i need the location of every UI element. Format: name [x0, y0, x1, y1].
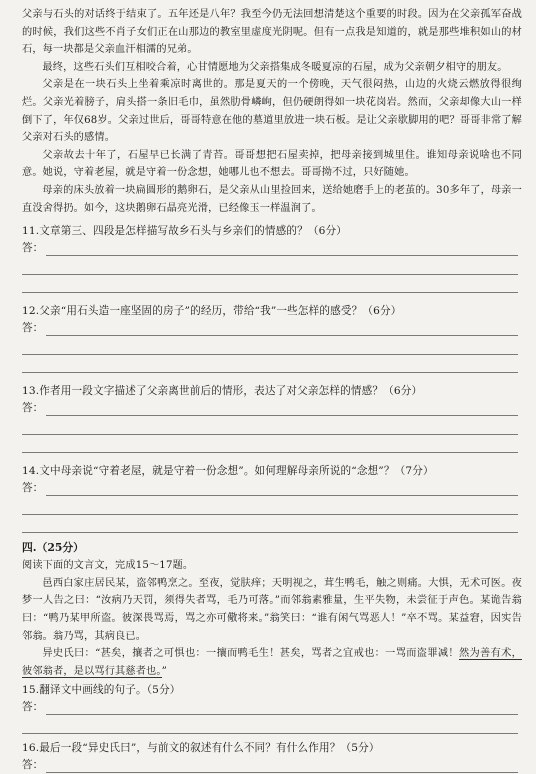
answer-label: 答： — [22, 242, 44, 255]
answer-line[interactable] — [22, 337, 518, 355]
question-16: 16.最后一段“异史氏曰”，与前文的叙述有什么不同？有什么作用？（5分） — [22, 742, 380, 755]
closing-quote: ” — [161, 665, 167, 677]
answer-line[interactable] — [22, 515, 518, 533]
answer-area-15[interactable] — [22, 699, 522, 716]
answer-line — [46, 255, 518, 256]
answer-line — [46, 335, 518, 336]
answer-area-16[interactable] — [22, 757, 522, 774]
question-14: 14.文中母亲说“守着老屋，就是守着一份念想”。如何理解母亲所说的“念想”？（7分） — [22, 465, 434, 478]
answer-label: 答： — [22, 322, 44, 335]
question-15: 15.翻译文中画线的句子。（5分） — [22, 684, 181, 697]
answer-line[interactable] — [22, 497, 518, 515]
answer-label: 答： — [22, 701, 44, 714]
answer-line — [46, 714, 518, 715]
passage-paragraph-2: 最终，这些石头们互相咬合着，心甘情愿地为父亲搭集成冬暖夏凉的石屋，成为父亲朝夕相守的朋友。 — [42, 61, 508, 73]
commentary-text: 异史氏曰：“甚矣，攘者之可惧也：一攘而鸭毛生！甚矣，骂者之宜戒也：一骂而盗罪减！ — [42, 648, 459, 660]
classical-text: 邑西白家庄居民某，盗邻鸭烹之。至夜，觉肤痒；天明视之，茸生鸭毛，触之则痛。大惧，无术可医。夜梦一人告之曰：“汝病乃天罚，须得失者骂，毛乃可落。”而邻翁素雅量，生平失物，未尝征于声色。某诡告翁曰：“鸭乃某甲所盗。彼深畏骂焉，骂之亦可儆将来。”翁笑曰：“谁有闲气骂恶人！”卒不骂。某益窘，因实告邻翁。翁乃骂，其病良已。 — [22, 577, 522, 642]
section-4-instruction: 阅读下面的文言文，完成15～17题。 — [22, 560, 194, 572]
answer-line[interactable] — [22, 257, 518, 275]
answer-line[interactable] — [22, 355, 518, 373]
passage-paragraph-1: 父亲与石头的对话终于结束了。五年还是八年？我至今仍无法回想清楚这个重要的时段。因为在父亲孤军奋战的时候，我们这些不肖子女们正在山那边的教室里虚度光阴呢。但有一点我是知道的，就是那些堆积如山的材石，每一块都是父亲血汗相濡的兄弟。 — [22, 9, 522, 56]
answer-line[interactable] — [22, 417, 518, 435]
answer-label: 答： — [22, 402, 44, 415]
answer-line[interactable] — [22, 435, 518, 453]
underlined-sentence: 然为善有术，彼邻翁者，是以骂行其慈者也。 — [22, 648, 522, 677]
answer-line[interactable] — [22, 716, 518, 734]
answer-line — [46, 772, 518, 773]
answer-area-12[interactable] — [22, 320, 522, 337]
answer-label: 答： — [22, 759, 44, 772]
passage-paragraph-5: 母亲的床头放着一块扁圆形的鹅卵石，是父亲从山里捡回来，送给她磨手上的老茧的。30多年了，母亲一直没舍得扔。如今，这块鹅卵石晶亮光滑，已经像玉一样温润了。 — [22, 184, 522, 214]
answer-line — [46, 415, 518, 416]
passage-paragraph-4: 父亲故去十年了，石屋早已长满了青苔。哥哥想把石屋卖掉，把母亲接到城里住。谁知母亲说啥也不同意。她说，守着老屋，就是守着一份念想，她哪儿也不想去。哥哥拗不过，只好随她。 — [22, 149, 522, 179]
question-13: 13.作者用一段文字描述了父亲离世前后的情形，表达了对父亲怎样的情感？（6分） — [22, 385, 423, 398]
answer-label: 答： — [22, 482, 44, 495]
answer-line[interactable] — [22, 275, 518, 293]
answer-area-14[interactable] — [22, 480, 522, 497]
answer-line — [46, 495, 518, 496]
question-11: 11.文章第三、四段是怎样描写故乡石头与乡亲们的情感的？（6分） — [22, 225, 348, 238]
passage-paragraph-3: 父亲是在一块石头上坐着乘凉时离世的。那是夏天的一个傍晚，天气很闷热，山边的火烧云燃放得很绚烂。父亲光着膀子，肩头搭一条旧毛巾，虽然肋骨嶙峋，但仍硬朗得如一块花岗岩。然而，父亲却像大山一样倒下了，年仅68岁。父亲过世后，哥哥特意在他的墓道里放进一块石板。是让父亲歇脚用的吧？哥哥非常了解父亲对石头的感情。 — [22, 79, 522, 144]
answer-area-13[interactable] — [22, 400, 522, 417]
answer-area-11[interactable] — [22, 240, 522, 257]
question-12: 12.父亲“用石头造一座坚固的房子”的经历，带给“我”一些怎样的感受？（6分） — [22, 305, 402, 318]
section-4-heading: 四.（25分） — [22, 541, 84, 555]
classical-commentary — [22, 645, 522, 680]
